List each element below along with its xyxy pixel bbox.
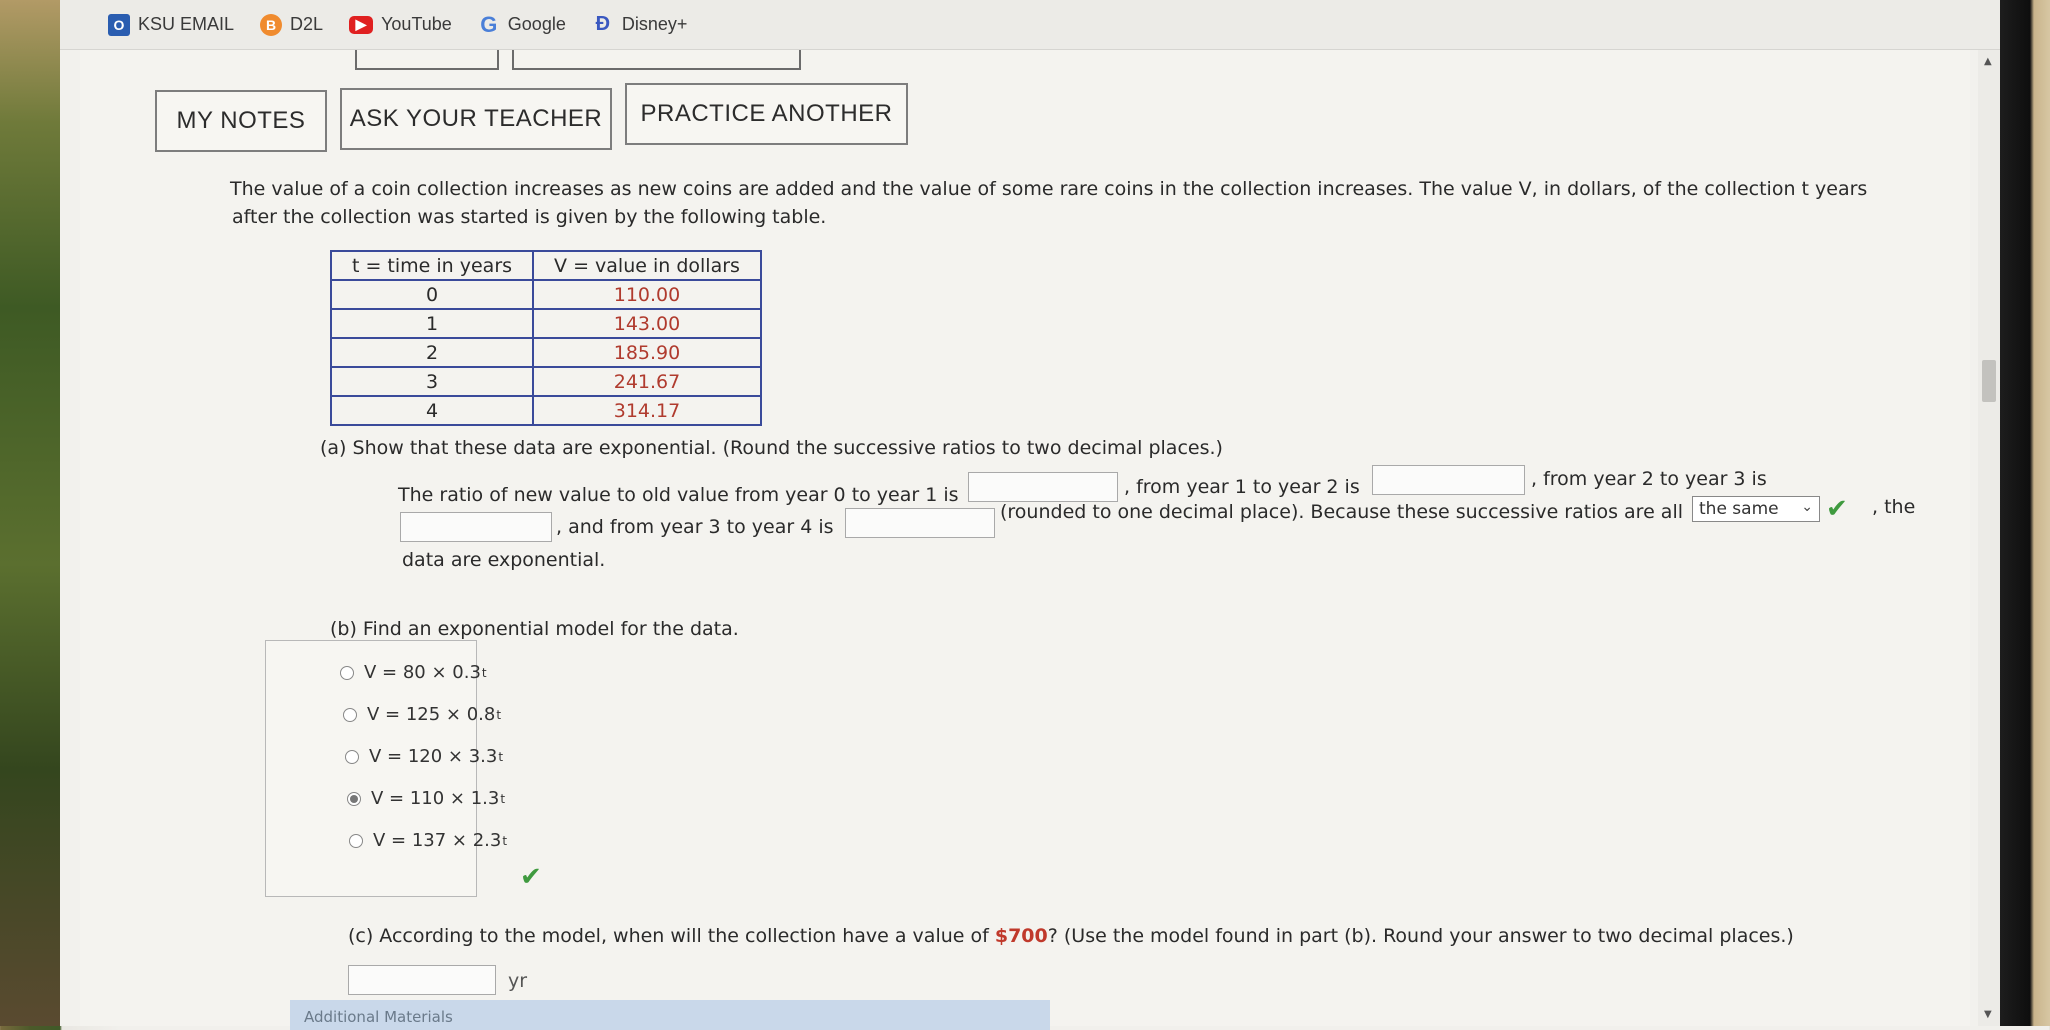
bookmark-label: Google [507, 14, 566, 34]
my-notes-button[interactable]: MY NOTES [155, 90, 327, 152]
bookmark-label: D2L [290, 14, 324, 34]
outlook-icon: O [108, 14, 130, 36]
model-option[interactable] [340, 662, 487, 683]
radio-button[interactable] [349, 834, 363, 848]
table-cell: 1 [331, 309, 533, 338]
table-cell: 143.00 [533, 309, 761, 338]
youtube-icon: ▶ [349, 16, 373, 34]
value-table [330, 250, 762, 426]
option-exponent: t [502, 833, 508, 848]
table-header-row [331, 251, 761, 280]
table-cell: 314.17 [533, 396, 761, 425]
ratio-2-3-input[interactable] [400, 512, 552, 542]
scroll-down-icon[interactable]: ▼ [1984, 1009, 1992, 1020]
table-cell: 241.67 [533, 367, 761, 396]
model-option[interactable] [349, 830, 507, 851]
bookmark-youtube[interactable] [349, 14, 452, 35]
part-a-text: , the [1872, 496, 1916, 518]
select-value: the same [1699, 499, 1779, 519]
part-c-prompt [348, 925, 1794, 947]
problem-intro-line1: The value of a coin collection increases as new coins are added and the value of some rare coins in the collection increases. The value V, in dollars, of the collection t years [230, 178, 1868, 200]
part-a-text: , and from year 3 to year 4 is [556, 516, 834, 538]
part-c-text: ? (Use the model found in part (b). Round your answer to two decimal places.) [1047, 925, 1794, 947]
part-a-text: , from year 1 to year 2 is [1124, 476, 1360, 498]
part-a-text: (rounded to one decimal place). Because these successive ratios are all [1000, 501, 1684, 523]
unit-label: yr [508, 970, 528, 992]
radio-button[interactable] [343, 708, 357, 722]
table-cell: 3 [331, 367, 533, 396]
radio-button-selected[interactable] [347, 792, 361, 806]
table-cell: 110.00 [533, 280, 761, 309]
monitor-bezel [2000, 0, 2050, 1026]
part-c-text: (c) According to the model, when will the collection have a value of [348, 925, 995, 947]
part-b-prompt: (b) Find an exponential model for the data. [330, 618, 739, 640]
model-option-selected[interactable] [347, 788, 505, 809]
bookmark-label: KSU EMAIL [138, 14, 235, 34]
bookmark-label: Disney+ [621, 14, 688, 34]
table-row [331, 396, 761, 425]
scroll-up-icon[interactable]: ▲ [1984, 56, 1992, 67]
part-a-prompt: (a) Show that these data are exponential. (Round the successive ratios to two decimal places.) [320, 437, 1223, 459]
table-cell: 2 [331, 338, 533, 367]
part-a-text: The ratio of new value to old value from year 0 to year 1 is [398, 484, 959, 506]
option-exponent: t [500, 791, 506, 806]
table-cell: 185.90 [533, 338, 761, 367]
years-answer-input[interactable] [348, 965, 496, 995]
prev-button-stub[interactable] [512, 50, 801, 70]
radio-button[interactable] [340, 666, 354, 680]
option-label: V = 110 × 1.3 [371, 788, 500, 809]
bookmark-disney[interactable] [592, 14, 688, 36]
d2l-icon: B [260, 14, 282, 36]
additional-materials-bar[interactable]: Additional Materials [290, 1000, 1050, 1030]
google-icon: G [480, 11, 498, 37]
option-label: V = 125 × 0.8 [367, 704, 496, 725]
bookmark-d2l[interactable] [260, 14, 323, 36]
scrollbar-thumb[interactable] [1982, 360, 1996, 402]
bookmark-ksu-email[interactable] [108, 14, 234, 36]
option-exponent: t [481, 665, 487, 680]
bookmark-google[interactable] [478, 11, 566, 37]
ratios-select[interactable] [1692, 496, 1820, 522]
photo-background-left [0, 0, 60, 1026]
part-a-text: data are exponential. [402, 549, 606, 571]
table-row [331, 280, 761, 309]
target-amount: $700 [994, 925, 1048, 947]
problem-intro-line2: after the collection was started is given by the following table. [232, 206, 827, 228]
table-header: t = time in years [331, 251, 533, 280]
bookmark-label: YouTube [381, 14, 452, 34]
table-cell: 4 [331, 396, 533, 425]
model-option[interactable] [343, 704, 501, 725]
table-row [331, 338, 761, 367]
vertical-scrollbar[interactable] [1978, 50, 2000, 1026]
practice-another-button[interactable]: PRACTICE ANOTHER [625, 83, 908, 145]
option-label: V = 80 × 0.3 [364, 662, 481, 683]
option-label: V = 120 × 3.3 [369, 746, 498, 767]
table-row [331, 367, 761, 396]
part-a-text: , from year 2 to year 3 is [1531, 468, 1767, 490]
option-exponent: t [498, 749, 504, 764]
table-cell: 0 [331, 280, 533, 309]
correct-check-icon: ✔ [520, 862, 542, 892]
ratio-0-1-input[interactable] [968, 472, 1118, 502]
ratio-1-2-input[interactable] [1372, 465, 1525, 495]
table-row [331, 309, 761, 338]
bookmarks-bar [60, 0, 2000, 50]
disney-icon: Đ [595, 13, 611, 35]
ratio-3-4-input[interactable] [845, 508, 995, 538]
model-option[interactable] [345, 746, 503, 767]
correct-check-icon: ✔ [1826, 494, 1848, 524]
option-exponent: t [496, 707, 502, 722]
chevron-down-icon: ⌄ [1801, 499, 1813, 515]
option-label: V = 137 × 2.3 [373, 830, 502, 851]
radio-button[interactable] [345, 750, 359, 764]
table-header: V = value in dollars [533, 251, 761, 280]
prev-button-stub[interactable] [355, 50, 499, 70]
ask-teacher-button[interactable]: ASK YOUR TEACHER [340, 88, 612, 150]
